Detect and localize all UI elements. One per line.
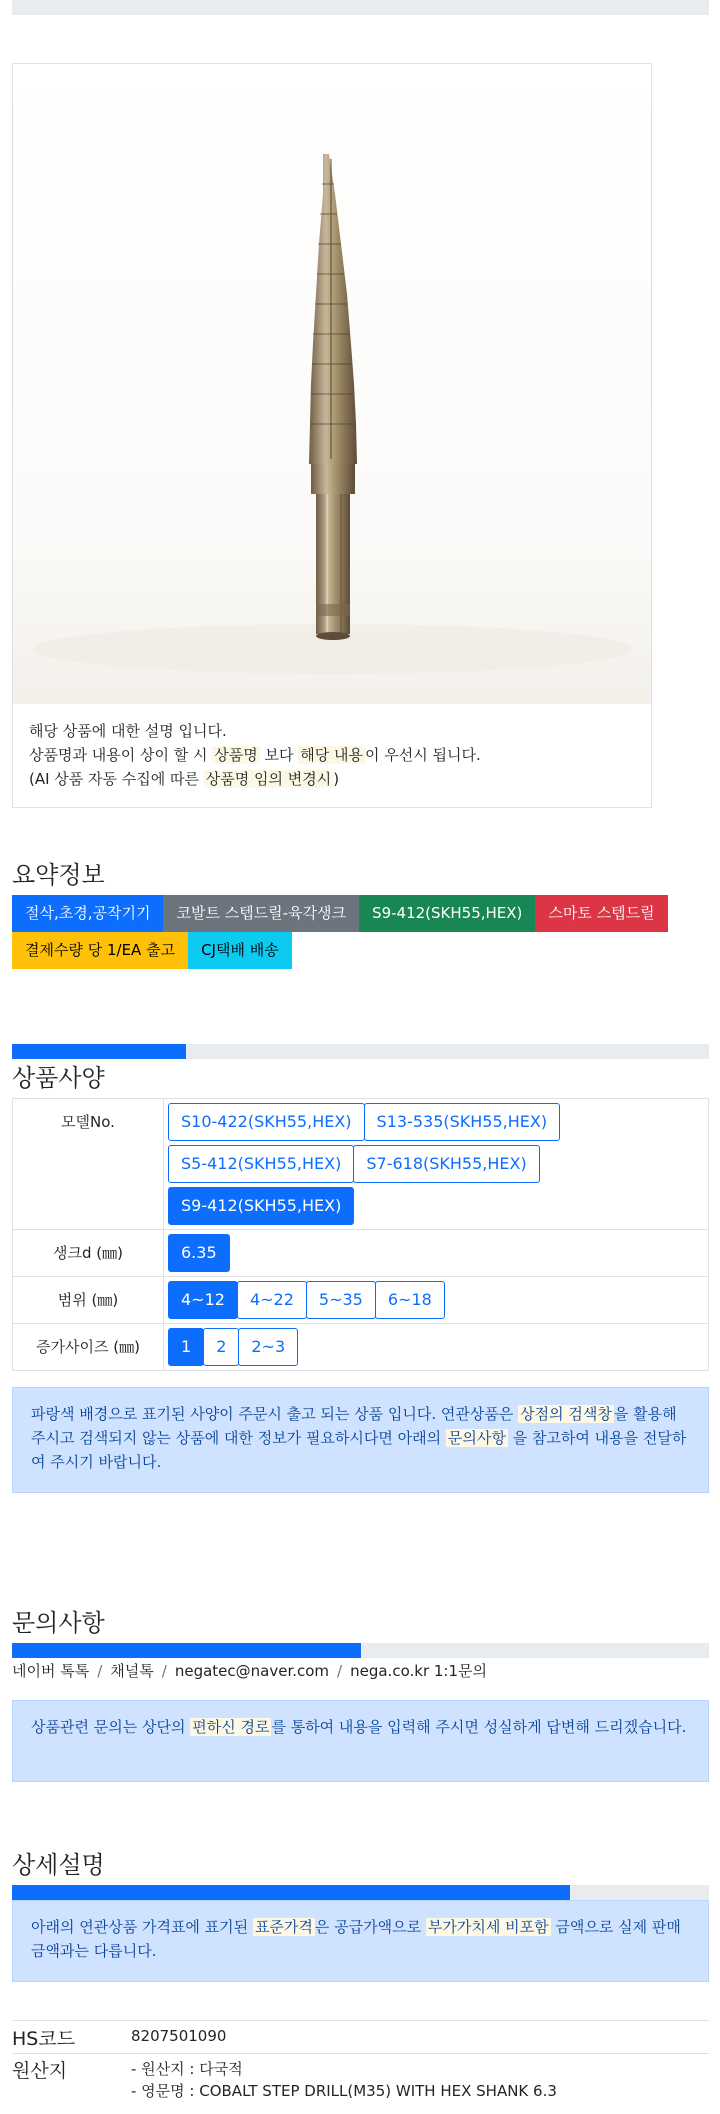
origin-english-name: - 영문명 : COBALT STEP DRILL(M35) WITH HEX SHANK 6.3 <box>131 2082 557 2100</box>
inquiry-progress-bar <box>12 1643 709 1658</box>
origin-value <box>131 2058 557 2102</box>
summary-badges <box>12 895 712 969</box>
spec-label: 모델No. <box>13 1099 164 1230</box>
spec-option-button[interactable]: 6.35 <box>168 1234 230 1272</box>
channel-website-inquiry[interactable]: nega.co.kr 1:1문의 <box>350 1662 487 1680</box>
channel-channeltalk[interactable]: 채널톡 <box>110 1662 154 1680</box>
spec-label: 증가사이즈 (㎜) <box>13 1324 164 1371</box>
desc-line-2: 상품명과 내용이 상이 할 시 상품명 보다 해당 내용 이 우선시 됩니다. <box>29 746 481 764</box>
inquiry-channels: 네이버 톡톡 / 채널톡 / negatec@naver.com / nega.co.kr 1:1문의 <box>12 1662 487 1680</box>
spec-option-button[interactable]: S13-535(SKH55,HEX) <box>364 1103 561 1141</box>
spec-progress-fill <box>12 1044 186 1059</box>
summary-badge: S9-412(SKH55,HEX) <box>359 895 535 932</box>
highlight-inquiry: 문의사항 <box>447 1429 506 1447</box>
spec-row <box>13 1230 709 1277</box>
channel-naver-talk[interactable]: 네이버 톡톡 <box>12 1662 90 1680</box>
inquiry-notice: 상품관련 문의는 상단의 편하신 경로 를 통하여 내용을 입력해 주시면 성실하게 답변해 드리겠습니다. <box>12 1700 709 1782</box>
spec-option-button[interactable]: S10-422(SKH55,HEX) <box>168 1103 365 1141</box>
spec-table <box>12 1098 709 1371</box>
detail-title: 상세설명 <box>12 1851 105 1879</box>
hs-code-label: HS코드 <box>12 2028 76 2050</box>
spec-option-button[interactable]: 5~35 <box>306 1281 376 1319</box>
origin-row <box>12 2053 709 2114</box>
hs-code-value: 8207501090 <box>131 2027 227 2045</box>
highlight-name-change: 상품명 임의 변경시 <box>205 770 332 788</box>
summary-badge: 코발트 스텝드릴-육각생크 <box>163 895 359 932</box>
summary-badge: 절삭,초경,공작기기 <box>12 895 163 932</box>
spec-option-button[interactable]: 4~22 <box>237 1281 307 1319</box>
spec-option-button[interactable]: 2~3 <box>238 1328 298 1366</box>
product-card <box>12 63 652 808</box>
spec-option-button[interactable]: 1 <box>168 1328 204 1366</box>
spec-option-button[interactable]: 6~18 <box>375 1281 445 1319</box>
desc-line-1: 해당 상품에 대한 설명 입니다. <box>29 722 227 740</box>
summary-badge: CJ택배 배송 <box>188 932 292 969</box>
channel-email[interactable]: negatec@naver.com <box>174 1662 330 1680</box>
highlight-convenient-route: 편하신 경로 <box>192 1718 270 1736</box>
spec-options <box>164 1230 709 1277</box>
spec-options <box>164 1277 709 1324</box>
inquiry-title: 문의사항 <box>12 1609 105 1637</box>
spec-label: 생크d (㎜) <box>13 1230 164 1277</box>
summary-badge: 결제수량 당 1/EA 출고 <box>12 932 188 969</box>
summary-title: 요약정보 <box>12 861 105 889</box>
inquiry-progress-fill <box>12 1643 361 1658</box>
highlight-product-name: 상품명 <box>214 746 258 764</box>
detail-progress-bar <box>12 1885 709 1900</box>
summary-badge: 스마토 스텝드릴 <box>535 895 667 932</box>
spec-row <box>13 1277 709 1324</box>
spec-progress-bar <box>12 1044 709 1059</box>
spec-option-button[interactable]: S7-618(SKH55,HEX) <box>353 1145 539 1183</box>
spec-row <box>13 1324 709 1371</box>
detail-notice: 아래의 연관상품 가격표에 표기된 표준가격 은 공급가액으로 부가가치세 비포함 금액으로 실제 판매금액과는 다릅니다. <box>12 1900 709 1982</box>
spec-title: 상품사양 <box>12 1064 105 1092</box>
origin-label: 원산지 <box>12 2060 68 2082</box>
highlight-vat-excluded: 부가가치세 비포함 <box>427 1918 549 1936</box>
highlight-content: 해당 내용 <box>300 746 363 764</box>
step-drill-image <box>13 64 651 704</box>
origin-country: - 원산지 : 다국적 <box>131 2060 243 2078</box>
spec-option-button[interactable]: 2 <box>203 1328 239 1366</box>
highlight-standard-price: 표준가격 <box>254 1918 313 1936</box>
spec-options <box>164 1099 709 1230</box>
highlight-search-box: 상점의 검색창 <box>520 1405 612 1423</box>
spec-option-button[interactable]: S5-412(SKH55,HEX) <box>168 1145 354 1183</box>
detail-progress-fill <box>12 1885 570 1900</box>
info-table <box>12 2020 709 2114</box>
product-description <box>29 719 481 791</box>
spec-option-button[interactable]: 4~12 <box>168 1281 238 1319</box>
spec-notice: 파랑색 배경으로 표기된 사양이 주문시 출고 되는 상품 입니다. 연관상품은 상점의 검색창 을 활용해 주시고 검색되지 않는 상품에 대한 정보가 필요하시다면 아래의 문의사항 을 참고하여 내용을 전달하여 주시기 바랍니다. <box>12 1387 709 1493</box>
spec-label: 범위 (㎜) <box>13 1277 164 1324</box>
spec-options <box>164 1324 709 1371</box>
hs-code-row <box>12 2020 709 2053</box>
desc-line-3: (AI 상품 자동 수집에 따른 상품명 임의 변경시 ) <box>29 770 340 788</box>
top-progress-bar <box>12 0 709 15</box>
spec-option-button[interactable]: S9-412(SKH55,HEX) <box>168 1187 354 1225</box>
spec-row <box>13 1099 709 1230</box>
